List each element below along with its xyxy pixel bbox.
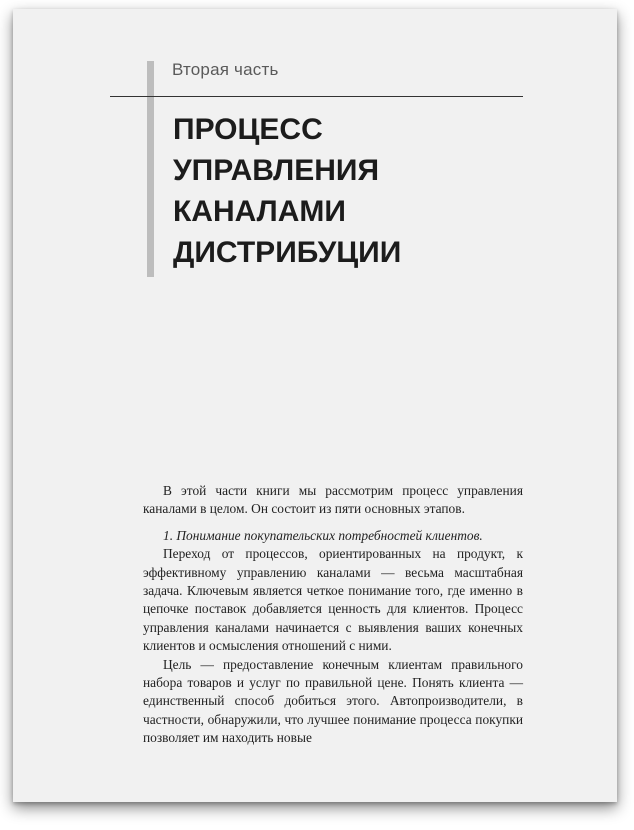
accent-bar: [147, 61, 154, 277]
part-label: Вторая часть: [172, 60, 279, 79]
chapter-title: [173, 109, 401, 273]
step-heading-text: 1. Понимание покупательских потребностей клиентов.: [163, 527, 483, 543]
paragraph-2: Цель — предоставление конечным клиентам правильного набора товаров и услуг по правильной цене. Понять клиента — единственный способ добиться этого. Автопроизводители, в частности, обнаружили, что лучшее понимание процесса покупки позволяет им находить новые: [143, 656, 523, 746]
title-line-4: ДИСТРИБУЦИИ: [173, 236, 402, 269]
paragraph-1: Переход от процессов, ориентированных на продукт, к эффективному управлению каналами — весьма масштабная задача. Ключевым является четкое понимание того, где именно в цепочке поставок добавляется ценность для клиентов. Процесс управления каналами начинается с выявления ваших конечных клиентов и осмысления отношений с ними.: [143, 546, 523, 654]
title-line-1: ПРОЦЕСС: [173, 113, 323, 146]
title-line-2: УПРАВЛЕНИЯ: [173, 154, 380, 187]
title-line-3: КАНАЛАМИ: [173, 195, 346, 228]
body-text: [143, 482, 523, 748]
step-heading: [143, 527, 523, 545]
book-page: [13, 9, 617, 802]
header-rule: [110, 96, 523, 97]
intro-paragraph: В этой части книги мы рассмотрим процесс управления каналами в целом. Он состоит из пяти основных этапов.: [143, 483, 523, 517]
